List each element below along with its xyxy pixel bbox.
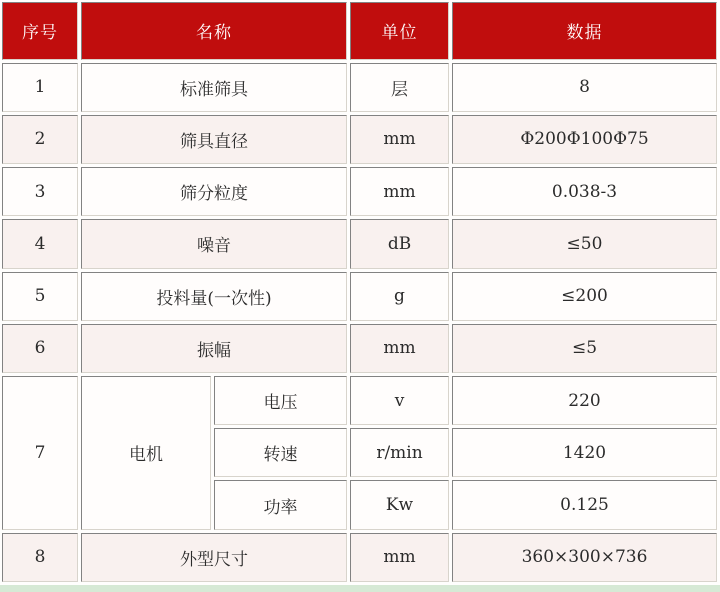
row-data: ≤200	[452, 272, 717, 321]
row-name: 投料量(一次性)	[81, 272, 347, 321]
header-unit: 单位	[350, 2, 449, 60]
table-row	[2, 533, 717, 582]
row-unit: dB	[350, 219, 449, 268]
header-row	[2, 2, 717, 60]
row-unit: 层	[350, 63, 449, 112]
row-index: 5	[2, 272, 78, 321]
row-name: 外型尺寸	[81, 533, 347, 582]
row-name: 振幅	[81, 324, 347, 373]
row-name-group: 电机	[81, 376, 211, 530]
row-data: Φ200Φ100Φ75	[452, 115, 717, 164]
row-name: 噪音	[81, 219, 347, 268]
row-data: 8	[452, 63, 717, 112]
row-index: 6	[2, 324, 78, 373]
header-name: 名称	[81, 2, 347, 60]
row-unit: Kw	[350, 480, 449, 529]
table-row	[2, 219, 717, 268]
table-row	[2, 324, 717, 373]
row-data: 0.038-3	[452, 167, 717, 216]
table-row	[2, 272, 717, 321]
row-unit: mm	[350, 115, 449, 164]
row-subname: 转速	[214, 428, 347, 477]
row-subname: 功率	[214, 480, 347, 529]
row-index: 1	[2, 63, 78, 112]
row-unit: mm	[350, 167, 449, 216]
row-index: 4	[2, 219, 78, 268]
row-data: 360×300×736	[452, 533, 717, 582]
row-index: 3	[2, 167, 78, 216]
table-row	[2, 63, 717, 112]
row-data: 220	[452, 376, 717, 425]
row-name: 筛具直径	[81, 115, 347, 164]
table-row-motor	[2, 376, 717, 425]
row-index: 8	[2, 533, 78, 582]
row-unit: g	[350, 272, 449, 321]
row-unit: v	[350, 376, 449, 425]
table-row	[2, 167, 717, 216]
header-data: 数据	[452, 2, 717, 60]
header-index: 序号	[2, 2, 78, 60]
row-unit: mm	[350, 533, 449, 582]
table-row	[2, 115, 717, 164]
row-index: 7	[2, 376, 78, 530]
row-data: 1420	[452, 428, 717, 477]
row-index: 2	[2, 115, 78, 164]
row-subname: 电压	[214, 376, 347, 425]
row-data: ≤5	[452, 324, 717, 373]
row-data: 0.125	[452, 480, 717, 529]
row-unit: r/min	[350, 428, 449, 477]
row-data: ≤50	[452, 219, 717, 268]
row-name: 标准筛具	[81, 63, 347, 112]
row-unit: mm	[350, 324, 449, 373]
row-name: 筛分粒度	[81, 167, 347, 216]
